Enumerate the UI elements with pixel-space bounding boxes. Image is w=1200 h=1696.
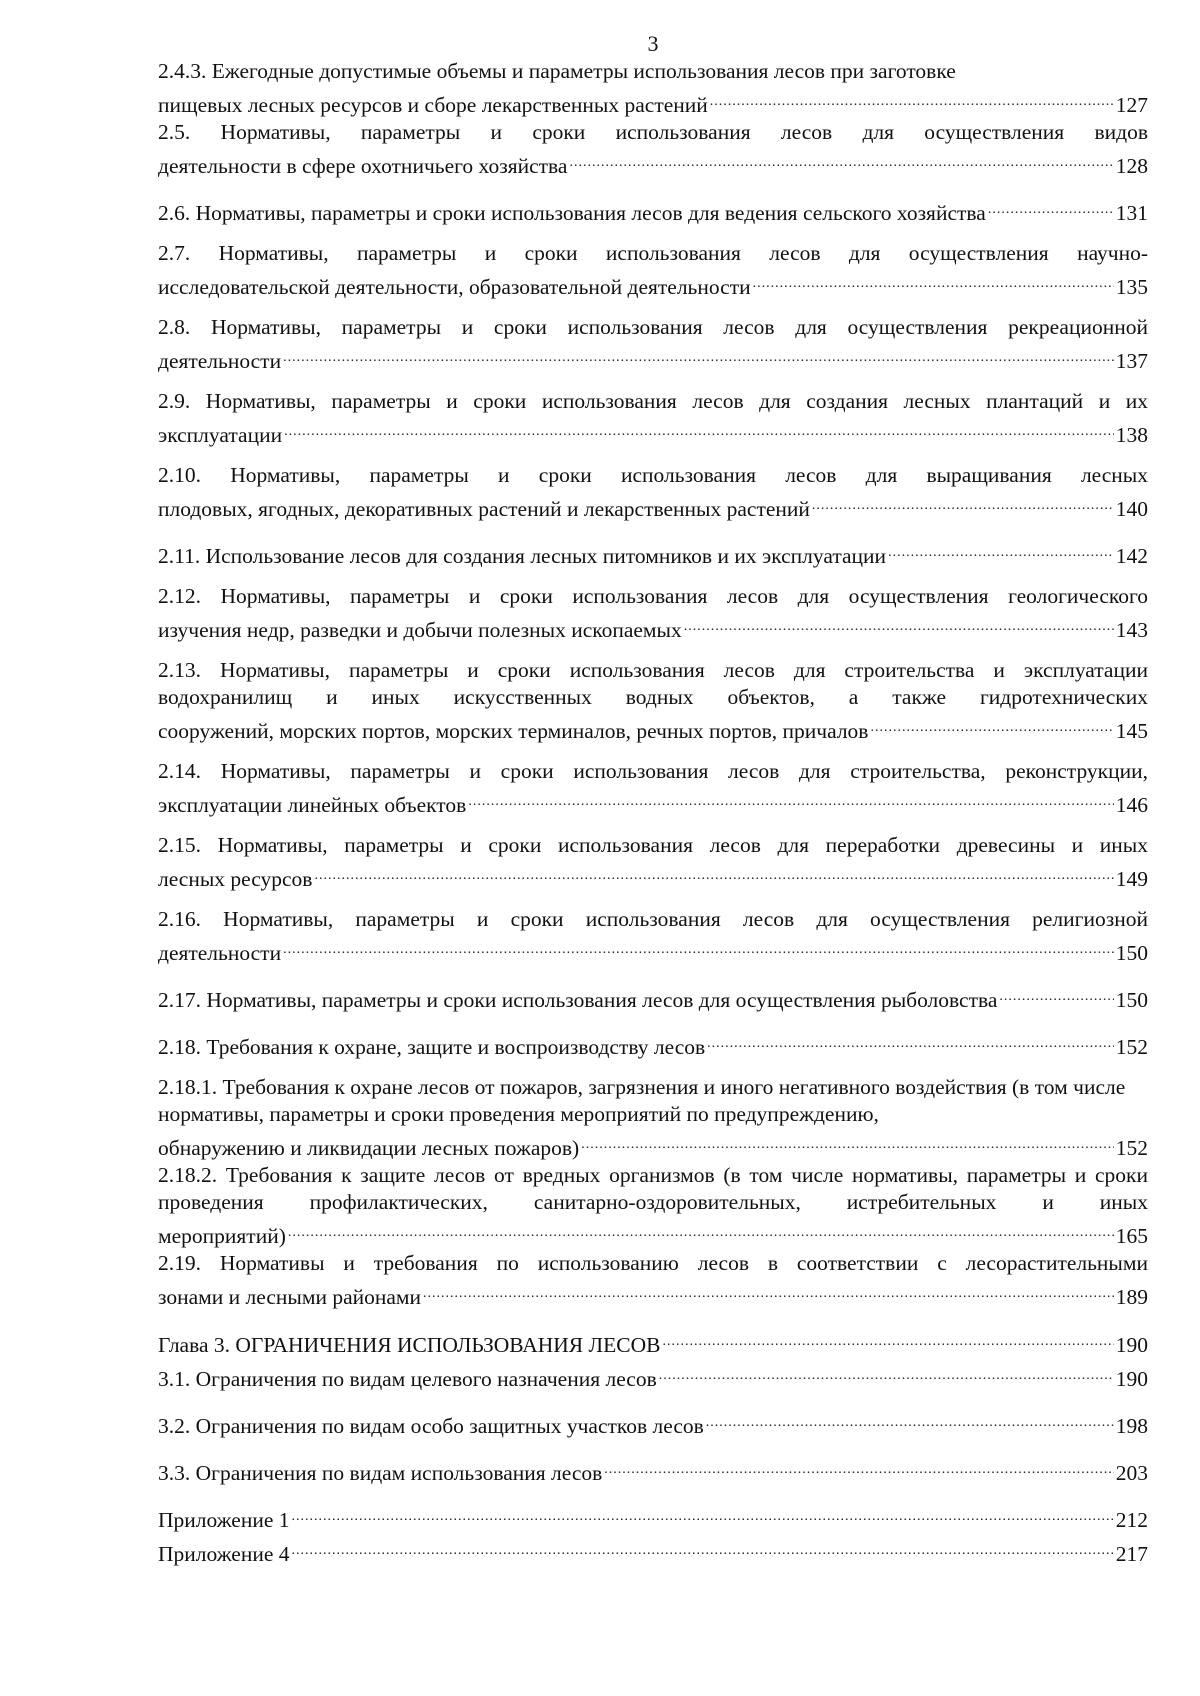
toc-entry-lead: 2.5. Нормативы, параметры и сроки использования лесов для осуществления видов bbox=[158, 120, 1148, 144]
toc-entry-title: Приложение 1 bbox=[158, 1508, 290, 1532]
toc-page-ref: 128 bbox=[1115, 154, 1148, 178]
toc-entry-title: исследовательской деятельности, образовательной деятельности bbox=[158, 275, 751, 299]
toc-page-ref: 217 bbox=[1115, 1542, 1148, 1566]
leader-dots bbox=[870, 711, 1113, 738]
leader-dots bbox=[581, 1128, 1114, 1155]
leader-dots bbox=[706, 1406, 1114, 1433]
toc-entry-2-15 bbox=[158, 832, 1148, 893]
leader-dots bbox=[314, 859, 1113, 886]
toc-entry-lead: 2.18.1. Требования к охране лесов от пожаров, загрязнения и иного негативного воздействия (в том числе нормативы, параметры и сроки проведения мероприятий по предупреждению, bbox=[158, 1075, 1126, 1126]
toc-entry-title: 3.1. Ограничения по видам целевого назначения лесов bbox=[158, 1367, 657, 1391]
toc-entry-2-18-1 bbox=[158, 1074, 1148, 1162]
leader-dots bbox=[569, 146, 1113, 173]
leader-dots bbox=[292, 1500, 1114, 1527]
leader-dots bbox=[468, 785, 1113, 812]
toc-entry-appendix-1 bbox=[158, 1500, 1148, 1534]
toc-page-ref: 152 bbox=[1115, 1035, 1148, 1059]
leader-dots bbox=[662, 1325, 1113, 1352]
toc-page-ref: 131 bbox=[1115, 201, 1148, 225]
toc-entry-lead: 2.7. Нормативы, параметры и сроки использования лесов для осуществления научно- bbox=[158, 241, 1148, 265]
table-of-contents bbox=[158, 58, 1148, 1568]
leader-dots bbox=[288, 1216, 1114, 1243]
toc-entry-lead: 2.18.2. Требования к защите лесов от вредных организмов (в том числе нормативы, параметры и сроки проведения профилактических, санитарно-оздоровительных, истребительных и иных bbox=[158, 1163, 1148, 1214]
toc-entry-appendix-4 bbox=[158, 1534, 1148, 1568]
leader-dots bbox=[659, 1359, 1114, 1386]
toc-entry-title: 2.18. Требования к охране, защите и воспроизводству лесов bbox=[158, 1035, 706, 1059]
leader-dots bbox=[292, 1534, 1114, 1561]
toc-entry-title: плодовых, ягодных, декоративных растений и лекарственных растений bbox=[158, 497, 810, 521]
toc-entry-lead: 2.14. Нормативы, параметры и сроки использования лесов для строительства, реконструкции, bbox=[158, 759, 1148, 783]
toc-page-ref: 140 bbox=[1115, 497, 1148, 521]
toc-entry-title: эксплуатации линейных объектов bbox=[158, 793, 467, 817]
leader-dots bbox=[423, 1277, 1114, 1304]
document-page bbox=[158, 30, 1148, 1568]
toc-page-ref: 145 bbox=[1115, 719, 1148, 743]
toc-entry-3-1 bbox=[158, 1359, 1148, 1393]
toc-entry-lead: 2.10. Нормативы, параметры и сроки использования лесов для выращивания лесных bbox=[158, 463, 1148, 487]
toc-page-ref: 137 bbox=[1115, 349, 1148, 373]
toc-entry-2-13 bbox=[158, 657, 1148, 745]
toc-entry-title: 2.17. Нормативы, параметры и сроки использования лесов для осуществления рыболовства bbox=[158, 988, 998, 1012]
toc-entry-3-2 bbox=[158, 1406, 1148, 1440]
leader-dots bbox=[604, 1453, 1113, 1480]
toc-entry-title: Глава 3. ОГРАНИЧЕНИЯ ИСПОЛЬЗОВАНИЯ ЛЕСОВ bbox=[158, 1333, 661, 1357]
toc-entry-title: эксплуатации bbox=[158, 423, 283, 447]
toc-entry-2-12 bbox=[158, 583, 1148, 644]
toc-entry-2-7 bbox=[158, 240, 1148, 301]
leader-dots bbox=[283, 341, 1114, 368]
toc-entry-title: деятельности bbox=[158, 349, 282, 373]
toc-entry-2-19 bbox=[158, 1250, 1148, 1311]
toc-entry-title: 2.6. Нормативы, параметры и сроки использования лесов для ведения сельского хозяйства bbox=[158, 201, 986, 225]
toc-entry-title: 3.3. Ограничения по видам использования лесов bbox=[158, 1461, 603, 1485]
leader-dots bbox=[888, 536, 1114, 563]
toc-page-ref: 146 bbox=[1115, 793, 1148, 817]
toc-entry-chapter-3 bbox=[158, 1325, 1148, 1359]
leader-dots bbox=[812, 489, 1114, 516]
toc-page-ref: 189 bbox=[1115, 1285, 1148, 1309]
toc-page-ref: 152 bbox=[1115, 1136, 1148, 1160]
toc-entry-2-4-3 bbox=[158, 58, 1148, 119]
toc-page-ref: 127 bbox=[1115, 93, 1148, 117]
toc-entry-2-17 bbox=[158, 980, 1148, 1014]
toc-entry-title: деятельности в сфере охотничьего хозяйства bbox=[158, 154, 568, 178]
toc-entry-title: сооружений, морских портов, морских терминалов, речных портов, причалов bbox=[158, 719, 869, 743]
toc-entry-title: лесных ресурсов bbox=[158, 867, 313, 891]
toc-entry-2-18-2 bbox=[158, 1162, 1148, 1250]
toc-entry-title: зонами и лесными районами bbox=[158, 1285, 422, 1309]
toc-page-ref: 198 bbox=[1115, 1414, 1148, 1438]
toc-entry-title: 3.2. Ограничения по видам особо защитных участков лесов bbox=[158, 1414, 704, 1438]
toc-entry-3-3 bbox=[158, 1453, 1148, 1487]
toc-page-ref: 143 bbox=[1115, 618, 1148, 642]
leader-dots bbox=[710, 85, 1114, 112]
toc-entry-title: 2.11. Использование лесов для создания лесных питомников и их эксплуатации bbox=[158, 544, 887, 568]
toc-page-ref: 150 bbox=[1115, 988, 1148, 1012]
toc-page-ref: 165 bbox=[1115, 1224, 1148, 1248]
leader-dots bbox=[988, 193, 1114, 220]
page-number: 3 bbox=[647, 31, 659, 56]
toc-entry-lead: 2.13. Нормативы, параметры и сроки использования лесов для строительства и эксплуатации водохранилищ и иных искусственных водных объектов, а также гидротехнических bbox=[158, 658, 1148, 709]
toc-page-ref: 138 bbox=[1115, 423, 1148, 447]
toc-entry-title: мероприятий) bbox=[158, 1224, 286, 1248]
leader-dots bbox=[999, 980, 1113, 1007]
toc-entry-lead: 2.19. Нормативы и требования по использованию лесов в соответствии с лесорастительными bbox=[158, 1251, 1148, 1275]
toc-page-ref: 203 bbox=[1115, 1461, 1148, 1485]
toc-entry-title: обнаружению и ликвидации лесных пожаров) bbox=[158, 1136, 580, 1160]
toc-page-ref: 190 bbox=[1115, 1367, 1148, 1391]
toc-page-ref: 150 bbox=[1115, 941, 1148, 965]
toc-entry-2-5 bbox=[158, 119, 1148, 180]
toc-entry-lead: 2.4.3. Ежегодные допустимые объемы и параметры использования лесов при заготовке bbox=[158, 59, 956, 83]
leader-dots bbox=[283, 933, 1114, 960]
leader-dots bbox=[753, 267, 1114, 294]
leader-dots bbox=[684, 610, 1114, 637]
toc-page-ref: 212 bbox=[1115, 1508, 1148, 1532]
toc-entry-2-9 bbox=[158, 388, 1148, 449]
toc-entry-lead: 2.16. Нормативы, параметры и сроки использования лесов для осуществления религиозной bbox=[158, 907, 1148, 931]
toc-entry-2-8 bbox=[158, 314, 1148, 375]
toc-entry-title: пищевых лесных ресурсов и сборе лекарственных растений bbox=[158, 93, 708, 117]
toc-entry-title: Приложение 4 bbox=[158, 1542, 290, 1566]
toc-entry-lead: 2.8. Нормативы, параметры и сроки использования лесов для осуществления рекреационной bbox=[158, 315, 1148, 339]
toc-page-ref: 149 bbox=[1115, 867, 1148, 891]
toc-entry-2-11 bbox=[158, 536, 1148, 570]
toc-entry-title: деятельности bbox=[158, 941, 282, 965]
toc-entry-2-6 bbox=[158, 193, 1148, 227]
toc-page-ref: 190 bbox=[1115, 1333, 1148, 1357]
toc-entry-title: изучения недр, разведки и добычи полезных ископаемых bbox=[158, 618, 682, 642]
toc-entry-2-10 bbox=[158, 462, 1148, 523]
toc-entry-2-16 bbox=[158, 906, 1148, 967]
toc-entry-2-18 bbox=[158, 1027, 1148, 1061]
toc-entry-lead: 2.15. Нормативы, параметры и сроки использования лесов для переработки древесины и иных bbox=[158, 833, 1148, 857]
toc-page-ref: 135 bbox=[1115, 275, 1148, 299]
leader-dots bbox=[284, 415, 1114, 442]
toc-page-ref: 142 bbox=[1115, 544, 1148, 568]
toc-entry-lead: 2.9. Нормативы, параметры и сроки использования лесов для создания лесных плантаций и их bbox=[158, 389, 1148, 413]
leader-dots bbox=[707, 1027, 1114, 1054]
toc-entry-lead: 2.12. Нормативы, параметры и сроки использования лесов для осуществления геологического bbox=[158, 584, 1148, 608]
toc-entry-2-14 bbox=[158, 758, 1148, 819]
